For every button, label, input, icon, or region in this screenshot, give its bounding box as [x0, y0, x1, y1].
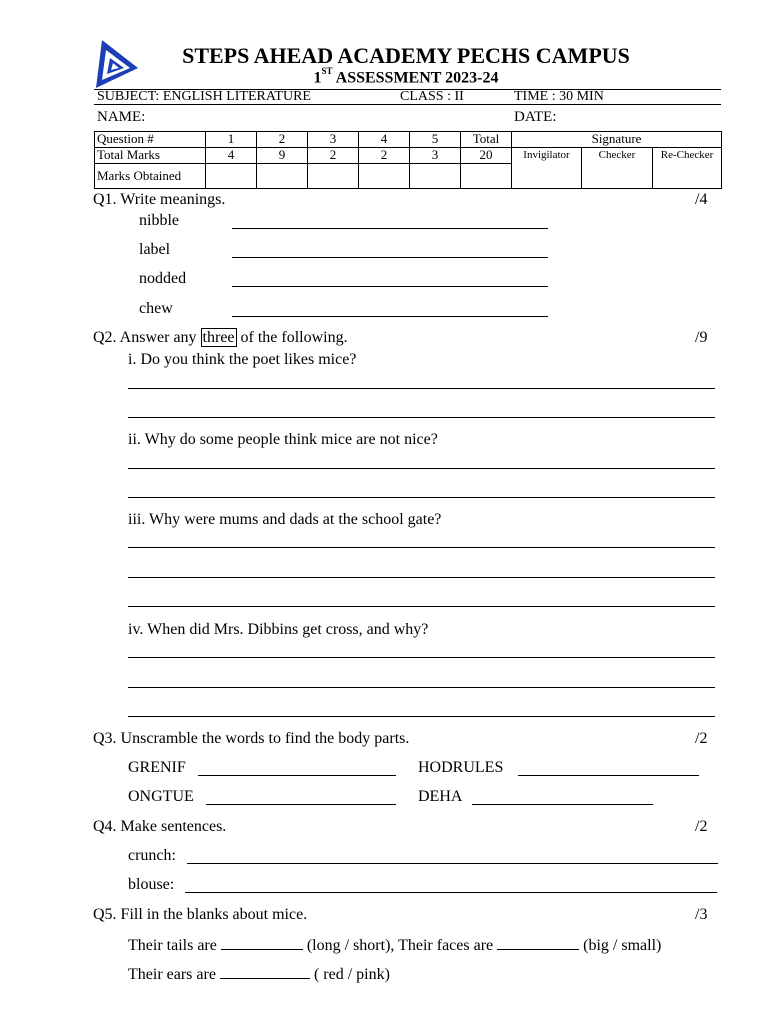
answer-line[interactable] — [232, 257, 548, 258]
q2-item: iii. Why were mums and dads at the school gate? — [128, 511, 442, 528]
q2-item: i. Do you think the poet likes mice? — [128, 351, 357, 368]
marks-obtained-cell[interactable] — [206, 164, 257, 189]
answer-line[interactable] — [128, 657, 715, 658]
marks-obtained-total[interactable] — [461, 164, 512, 189]
answer-line[interactable] — [232, 286, 548, 287]
question-number: 5 — [410, 132, 461, 148]
fill-blank[interactable] — [220, 964, 310, 979]
answer-line[interactable] — [472, 804, 653, 805]
q1-marks: /4 — [695, 191, 708, 208]
date-label: DATE: — [514, 109, 557, 125]
question-number: 3 — [308, 132, 359, 148]
scrambled-word: HODRULES — [418, 759, 504, 776]
q2-item: ii. Why do some people think mice are not nice? — [128, 431, 438, 448]
time-label: TIME : 30 MIN — [514, 89, 604, 104]
total-mark: 2 — [359, 148, 410, 164]
fill-blank[interactable] — [497, 935, 579, 950]
question-number: 1 — [206, 132, 257, 148]
sentence-word: blouse: — [128, 876, 175, 893]
q1-word: nodded — [139, 270, 187, 287]
q4-marks: /2 — [695, 818, 708, 835]
question-number: 2 — [257, 132, 308, 148]
rechecker-signature: Re-Checker — [653, 148, 722, 189]
total-mark: 9 — [257, 148, 308, 164]
total-mark: 4 — [206, 148, 257, 164]
answer-line[interactable] — [128, 716, 715, 717]
scrambled-word: ONGTUE — [128, 788, 194, 805]
q5-sentence-1: Their tails are (long / short), Their faces are (big / small) — [128, 937, 662, 954]
marks-obtained-cell[interactable] — [257, 164, 308, 189]
q5-prompt: Q5. Fill in the blanks about mice. — [93, 906, 308, 923]
answer-line[interactable] — [187, 863, 718, 864]
q1-word: label — [139, 241, 171, 258]
answer-line[interactable] — [128, 547, 715, 548]
class-label: CLASS : II — [400, 89, 464, 104]
subject-label: SUBJECT: ENGLISH LITERATURE — [97, 89, 311, 104]
q2-emphasis: three — [202, 329, 235, 346]
q1-word: nibble — [139, 212, 179, 229]
table-row — [95, 132, 722, 148]
invigilator-signature: Invigilator — [512, 148, 582, 189]
info-rule — [94, 104, 721, 105]
answer-line[interactable] — [128, 388, 715, 389]
q5-sentence-2: Their ears are ( red / pink) — [128, 966, 390, 983]
q2-prompt: Q2. Answer any three of the following. — [93, 329, 348, 346]
answer-line[interactable] — [128, 468, 715, 469]
row-label: Total Marks — [95, 148, 206, 164]
total-mark: 2 — [308, 148, 359, 164]
scrambled-word: DEHA — [418, 788, 463, 805]
signature-header: Signature — [512, 132, 722, 148]
marks-table — [94, 131, 722, 189]
answer-line[interactable] — [232, 228, 548, 229]
row-label: Question # — [95, 132, 206, 148]
marks-obtained-cell[interactable] — [359, 164, 410, 189]
name-label: NAME: — [97, 109, 146, 125]
answer-line[interactable] — [518, 775, 699, 776]
answer-line[interactable] — [185, 892, 717, 893]
grand-total: 20 — [461, 148, 512, 164]
answer-line[interactable] — [128, 497, 715, 498]
table-row — [95, 148, 722, 164]
scrambled-word: GRENIF — [128, 759, 186, 776]
marks-obtained-cell[interactable] — [308, 164, 359, 189]
marks-obtained-cell[interactable] — [410, 164, 461, 189]
question-number: 4 — [359, 132, 410, 148]
q3-prompt: Q3. Unscramble the words to find the body parts. — [93, 730, 410, 747]
answer-line[interactable] — [128, 417, 715, 418]
answer-line[interactable] — [232, 316, 548, 317]
q3-marks: /2 — [695, 730, 708, 747]
checker-signature: Checker — [582, 148, 653, 189]
q4-prompt: Q4. Make sentences. — [93, 818, 227, 835]
answer-line[interactable] — [206, 804, 396, 805]
assessment-title: 1ST ASSESSMENT 2023-24 — [313, 66, 499, 87]
q1-word: chew — [139, 300, 173, 317]
q2-marks: /9 — [695, 329, 708, 346]
total-header: Total — [461, 132, 512, 148]
row-label: Marks Obtained — [95, 164, 206, 189]
q5-marks: /3 — [695, 906, 708, 923]
q1-prompt: Q1. Write meanings. — [93, 191, 226, 208]
answer-line[interactable] — [128, 606, 715, 607]
school-name: STEPS AHEAD ACADEMY PECHS CAMPUS — [182, 43, 630, 68]
q2-item: iv. When did Mrs. Dibbins get cross, and why? — [128, 621, 429, 638]
answer-line[interactable] — [128, 687, 715, 688]
answer-line[interactable] — [198, 775, 396, 776]
fill-blank[interactable] — [221, 935, 303, 950]
sentence-word: crunch: — [128, 847, 176, 864]
answer-line[interactable] — [128, 577, 715, 578]
total-mark: 3 — [410, 148, 461, 164]
